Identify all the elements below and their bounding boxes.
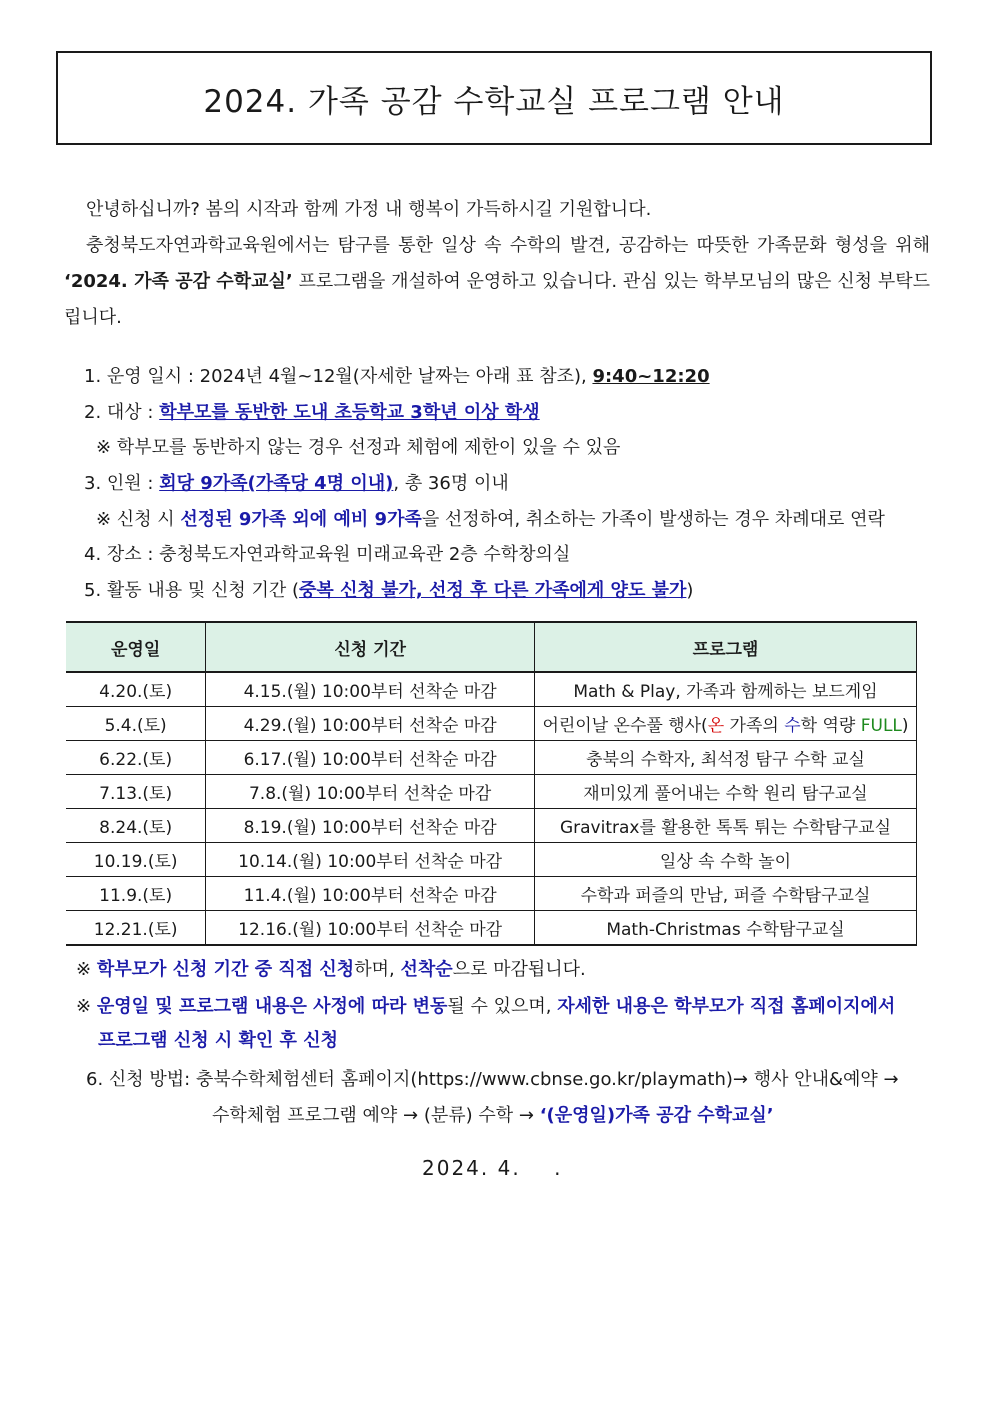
target-value: 학부모를 동반한 도내 초등학교 3학년 이상 학생 [159,402,540,423]
program-part-blue: 수 [784,716,801,736]
cell-day: 12.21.(토) [66,911,206,946]
cell-day: 10.19.(토) [66,843,206,877]
intro-paragraph [64,228,930,336]
warning-bold: 선착순 [400,959,453,980]
note-bold: 선정된 9가족 외에 예비 9가족 [180,509,422,530]
cell-period: 10.14.(월) 10:00부터 선착순 마감 [206,843,535,877]
cell-period: 8.19.(월) 10:00부터 선착순 마감 [206,809,535,843]
item-capacity [84,467,509,501]
warning-mark: ※ [76,996,97,1017]
item-operation-date [84,360,710,394]
warning-bold: 프로그램 신청 시 확인 후 신청 [98,1030,338,1051]
activity-condition: 중복 신청 불가, 선정 후 다른 가족에게 양도 불가 [299,580,687,601]
method-line2 [86,1098,932,1134]
capacity-value: 회당 9가족(가족당 4명 이내) [159,473,394,494]
cell-program: 재미있게 풀어내는 수학 원리 탐구교실 [534,775,916,809]
header-period: 신청 기간 [206,622,535,672]
item-location: 4. 장소 : 충청북도자연과학교육원 미래교육관 2층 수학창의실 [84,544,571,565]
cell-period: 4.15.(월) 10:00부터 선착순 마감 [206,672,535,707]
cell-period: 7.8.(월) 10:00부터 선착순 마감 [206,775,535,809]
table-row [66,672,917,707]
cell-program: 충북의 수학자, 최석정 탐구 수학 교실 [534,741,916,775]
capacity-rest: , 총 36명 이내 [393,473,509,494]
table-row [66,843,917,877]
warning-change [76,990,932,1058]
program-part-red: 온 [707,716,725,736]
document-date: 2024. 4. . [422,1156,563,1180]
cell-program: 일상 속 수학 놀이 [534,843,916,877]
warning-text: 될 수 있으며, [447,996,558,1017]
cell-period: 4.29.(월) 10:00부터 선착순 마감 [206,707,535,741]
cell-day: 7.13.(토) [66,775,206,809]
application-method [86,1062,932,1134]
cell-period: 6.17.(월) 10:00부터 선착순 마감 [206,741,535,775]
warning-bold: 학부모가 신청 기간 중 직접 신청 [96,959,355,980]
table-header-row [66,622,917,672]
item-close: ) [686,580,694,601]
method-text: 수학체험 프로그램 예약 → (분류) 수학 → [212,1105,540,1126]
intro-program-name: ‘2024. 가족 공감 수학교실’ [64,271,293,292]
cell-program: Gravitrax를 활용한 톡톡 튀는 수학탐구교실 [534,809,916,843]
cell-day: 4.20.(토) [66,672,206,707]
item-label: 3. 인원 : [84,473,160,494]
cell-program [534,707,916,741]
cell-program: Math & Play, 가족과 함께하는 보드게임 [534,672,916,707]
cell-program: Math-Christmas 수학탐구교실 [534,911,916,946]
program-part: 가족의 [724,716,785,736]
program-part: ) [901,716,909,736]
table-row [66,809,917,843]
table-row [66,707,917,741]
item-activity [84,574,693,608]
table-row [66,741,917,775]
table-row [66,775,917,809]
cell-day: 8.24.(토) [66,809,206,843]
header-program: 프로그램 [534,622,916,672]
method-program-name: ‘(운영일)가족 공감 수학교실’ [539,1105,774,1126]
program-part-green: FULL [860,716,902,736]
cell-program: 수학과 퍼즐의 만남, 퍼즐 수학탐구교실 [534,877,916,911]
schedule-table [66,621,917,946]
cell-day: 5.4.(토) [66,707,206,741]
table-row [66,911,917,946]
warning-bold: 자세한 내용은 학부모가 직접 홈페이지에서 [557,996,896,1017]
cell-period: 12.16.(월) 10:00부터 선착순 마감 [206,911,535,946]
warning-application [76,953,932,987]
warning-text: 하며, [354,959,401,980]
page-title: 2024. 가족 공감 수학교실 프로그램 안내 [56,51,932,145]
item-label: 2. 대상 : [84,402,160,423]
note-capacity [96,503,885,537]
note-target: ※ 학부모를 동반하지 않는 경우 선정과 체험에 제한이 있을 수 있음 [96,437,621,458]
item-label: 1. 운영 일시 : 2024년 4월~12월(자세한 날짜는 아래 표 참조), [84,366,593,387]
operation-time: 9:40~12:20 [592,366,710,387]
cell-period: 11.4.(월) 10:00부터 선착순 마감 [206,877,535,911]
program-part: 어린이날 온수풀 행사( [542,716,708,736]
warning-mark: ※ [76,959,97,980]
cell-day: 6.22.(토) [66,741,206,775]
intro-text-b: 프로그램을 개설하여 운영하고 있습니다. 관심 있는 학부모님의 많은 신청 부탁드립니다. [64,271,930,328]
note-text-a: ※ 신청 시 [96,509,181,530]
warning-text: 으로 마감됩니다. [452,959,586,980]
intro-greeting: 안녕하십니까? 봄의 시작과 함께 가정 내 행복이 가득하시길 기원합니다. [86,199,652,220]
header-day: 운영일 [66,622,206,672]
intro-text-a: 충청북도자연과학교육원에서는 탐구를 통한 일상 속 수학의 발견, 공감하는 따뜻한 가족문화 형성을 위해 [86,235,930,256]
program-part: 학 역량 [800,716,861,736]
item-target [84,396,540,430]
method-line1: 6. 신청 방법: 충북수학체험센터 홈페이지(https://www.cbnse.go.kr/playmath)→ 행사 안내&예약 → [86,1069,899,1090]
item-label: 5. 활동 내용 및 신청 기간 ( [84,580,300,601]
table-row [66,877,917,911]
cell-day: 11.9.(토) [66,877,206,911]
warning-bold: 운영일 및 프로그램 내용은 사정에 따라 변동 [96,996,448,1017]
note-text-b: 을 선정하여, 취소하는 가족이 발생하는 경우 차례대로 연락 [421,509,885,530]
